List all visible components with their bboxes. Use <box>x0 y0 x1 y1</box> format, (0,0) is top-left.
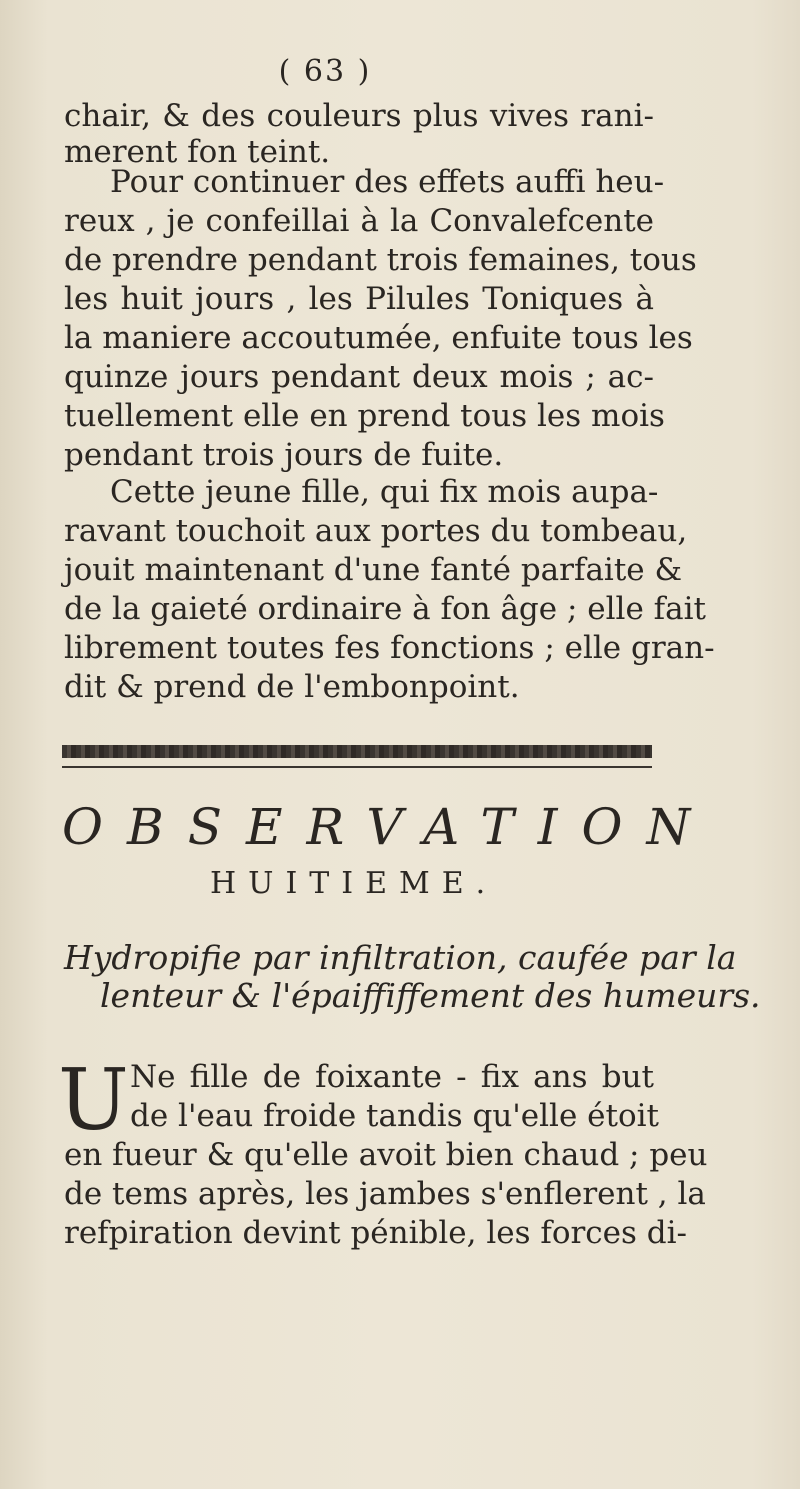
text-line: Pour continuer des effets auffi heu- <box>110 164 665 200</box>
text-line: Ne fille de foixante - fix ans but <box>130 1059 654 1095</box>
ornamental-rule <box>62 745 652 758</box>
text-line: jouit maintenant d'une fanté parfaite & <box>64 552 683 588</box>
observation-subtitle: HUITIEME. <box>210 866 498 901</box>
text-line: librement toutes fes fonctions ; elle gran- <box>64 630 715 666</box>
text-line: de l'eau froide tandis qu'elle étoit <box>130 1098 660 1134</box>
observation-heading-line: lenteur & l'épaiffiffement des humeurs. <box>100 976 761 1015</box>
text-line: les huit jours , les Pilules Toniques à <box>64 281 654 317</box>
text-line: refpiration devint pénible, les forces di- <box>64 1215 688 1251</box>
drop-cap: U <box>58 1051 129 1149</box>
text-line: de prendre pendant trois femaines, tous <box>64 242 697 278</box>
text-line: tuellement elle en prend tous les mois <box>64 398 665 434</box>
divider-line <box>62 766 652 768</box>
text-line: en fueur & qu'elle avoit bien chaud ; peu <box>64 1137 708 1173</box>
text-line: pendant trois jours de fuite. <box>64 437 504 473</box>
text-line: reux , je confeillai à la Convalefcente <box>64 203 654 239</box>
observation-title: OBSERVATION <box>62 798 715 856</box>
page-number: ( 63 ) <box>278 54 372 89</box>
text-line: la maniere accoutumée, enfuite tous les <box>64 320 693 356</box>
observation-heading-line: Hydropifie par infiltration, caufée par la <box>64 938 737 977</box>
text-line: de la gaieté ordinaire à fon âge ; elle fait <box>64 591 706 627</box>
text-line: chair, & des couleurs plus vives rani- <box>64 98 654 134</box>
text-line: dit & prend de l'embonpoint. <box>64 669 520 705</box>
text-line: de tems après, les jambes s'enflerent , la <box>64 1176 706 1212</box>
text-line: merent fon teint. <box>64 134 331 170</box>
text-line: Cette jeune fille, qui fix mois aupa- <box>110 474 659 510</box>
text-line: ravant touchoit aux portes du tombeau, <box>64 513 688 549</box>
text-line: quinze jours pendant deux mois ; ac- <box>64 359 654 395</box>
